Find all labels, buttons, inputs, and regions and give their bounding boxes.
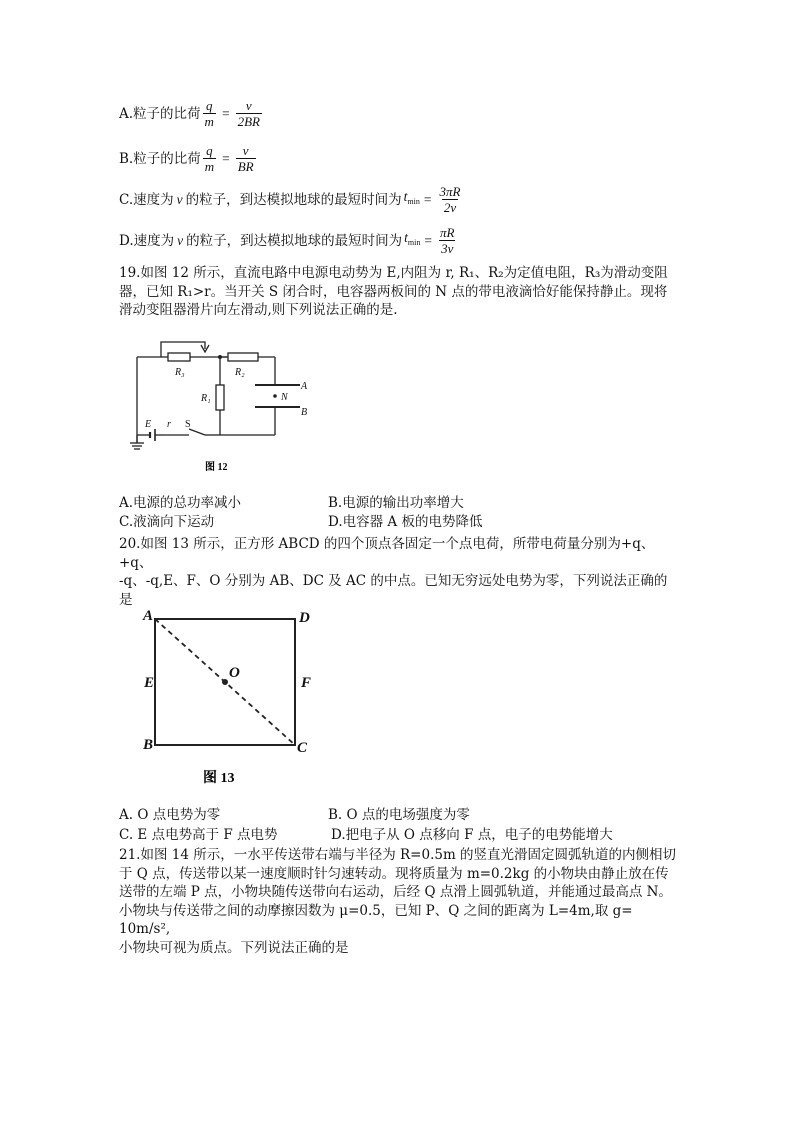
- q19-options-row-2: C.液滴向下运动 D.电容器 A 板的电势降低: [119, 514, 483, 530]
- charge-mass-ratio-fraction: $\frac{q}{m}$: [204, 98, 214, 129]
- question-20-text: 20.如图 13 所示，正方形 ABCD 的四个顶点各固定一个点电荷，所带电荷量分别为+q、+q、 -q、-q,E、F、O 分别为 AB、DC 及 AC 的中点。已知无穷远处电势为零，下列说法正确的 是: [119, 536, 668, 608]
- question-19-text: 19.如图 12 所示，直流电路中电源电动势为 E,内阻为 r, R₁、R₂为定值电阻，R₃为滑动变阻 器，已知 R₁>r。当开关 S 闭合时，电容器两板间的 N 点的带电液滴恰好能保持静止。现将 滑动变阻器滑片向左滑动,则下列说法正确的是.: [119, 265, 668, 318]
- option-a-value-fraction: $\frac{v}{2BR}$: [237, 98, 260, 129]
- r1-resistor: [216, 385, 224, 410]
- q19-options-row-1: A.电源的总功率减小 B.电源的输出功率增大: [119, 495, 464, 511]
- vertex-b-label: B: [143, 737, 154, 753]
- plate-a-label: A: [301, 381, 308, 392]
- option-b-value-fraction: $\frac{v}{BR}$: [237, 143, 254, 174]
- option-c-value-fraction: $\frac{3\pi R}{2v}$: [439, 184, 461, 215]
- figure-12-caption: 图 12: [205, 462, 228, 473]
- point-o-label: O: [229, 665, 240, 681]
- switch-label: S: [185, 419, 191, 430]
- internal-r-label: r: [167, 419, 171, 430]
- figure-13-square: [138, 602, 328, 792]
- option-b-line: B.粒子的比荷 $\frac{q}{m}$ = $\frac{v}{BR}$: [119, 143, 254, 174]
- option-b-label: B.粒子的比荷: [119, 150, 201, 167]
- option-c-line: C.速度为 v 的粒子，到达模拟地球的最短时间为 $t_{min}$ = $\frac{3\pi R}{2v}$: [119, 184, 461, 215]
- q20-options-row-1: A. O 点电势为零 B. O 点的电场强度为零: [119, 807, 470, 823]
- figure-12-circuit: [125, 335, 325, 480]
- r3-label: R₃: [175, 367, 185, 378]
- question-21-text: 21.如图 14 所示，一水平传送带右端与半径为 R=0.5m 的竖直光滑固定圆弧轨道的内侧相切 于 Q 点，传送带以某一速度顺时针匀速转动。现将质量为 m=0.2kg 的小物块由静止放在传 送带的左端 P 点，小物块随传送带向右运动，后经 Q 点滑上圆弧轨道，并能通过最高点 N。 小物块与传送带之间的动摩擦因数为 μ=0.5，已知 P、Q 之间的距离为 L=4m,取 g= 10m/s², 小物块可视为质点。下列说法正确的是: [119, 847, 677, 956]
- r3-resistor: [168, 353, 190, 361]
- figure-13-caption: 图 13: [203, 771, 235, 786]
- vertex-d-label: D: [299, 610, 310, 626]
- option-d-line: D.速度为 v 的粒子，到达模拟地球的最短时间为 $t_{min}$ = $\frac{\pi R}{3v}$: [119, 225, 455, 256]
- q20-options-row-2: C. E 点电势高于 F 点电势 D.把电子从 O 点移向 F 点，电子的电势能增大: [119, 827, 613, 843]
- option-a-label: A.粒子的比荷: [119, 105, 201, 122]
- time-symbol: $t_{min}$: [403, 189, 420, 206]
- vertex-a-label: A: [143, 608, 154, 624]
- r1-label: R₁: [201, 393, 211, 404]
- point-n-dot: [273, 394, 277, 398]
- vertex-c-label: C: [297, 740, 308, 756]
- midpoint-f-label: F: [301, 675, 312, 691]
- time-symbol: $t_{min}$: [404, 230, 421, 247]
- emf-label: E: [145, 419, 152, 430]
- midpoint-e-label: E: [144, 675, 155, 691]
- plate-b-label: B: [301, 407, 308, 418]
- option-a-line: A.粒子的比荷 $\frac{q}{m}$ = $\frac{v}{2BR}$: [119, 98, 260, 129]
- point-o-dot: [222, 679, 228, 685]
- point-n-label: N: [281, 392, 288, 403]
- charge-mass-ratio-fraction: $\frac{q}{m}$: [204, 143, 215, 174]
- option-d-value-fraction: $\frac{\pi R}{3v}$: [439, 225, 455, 256]
- r2-resistor: [228, 353, 258, 361]
- r2-label: R₂: [235, 367, 245, 378]
